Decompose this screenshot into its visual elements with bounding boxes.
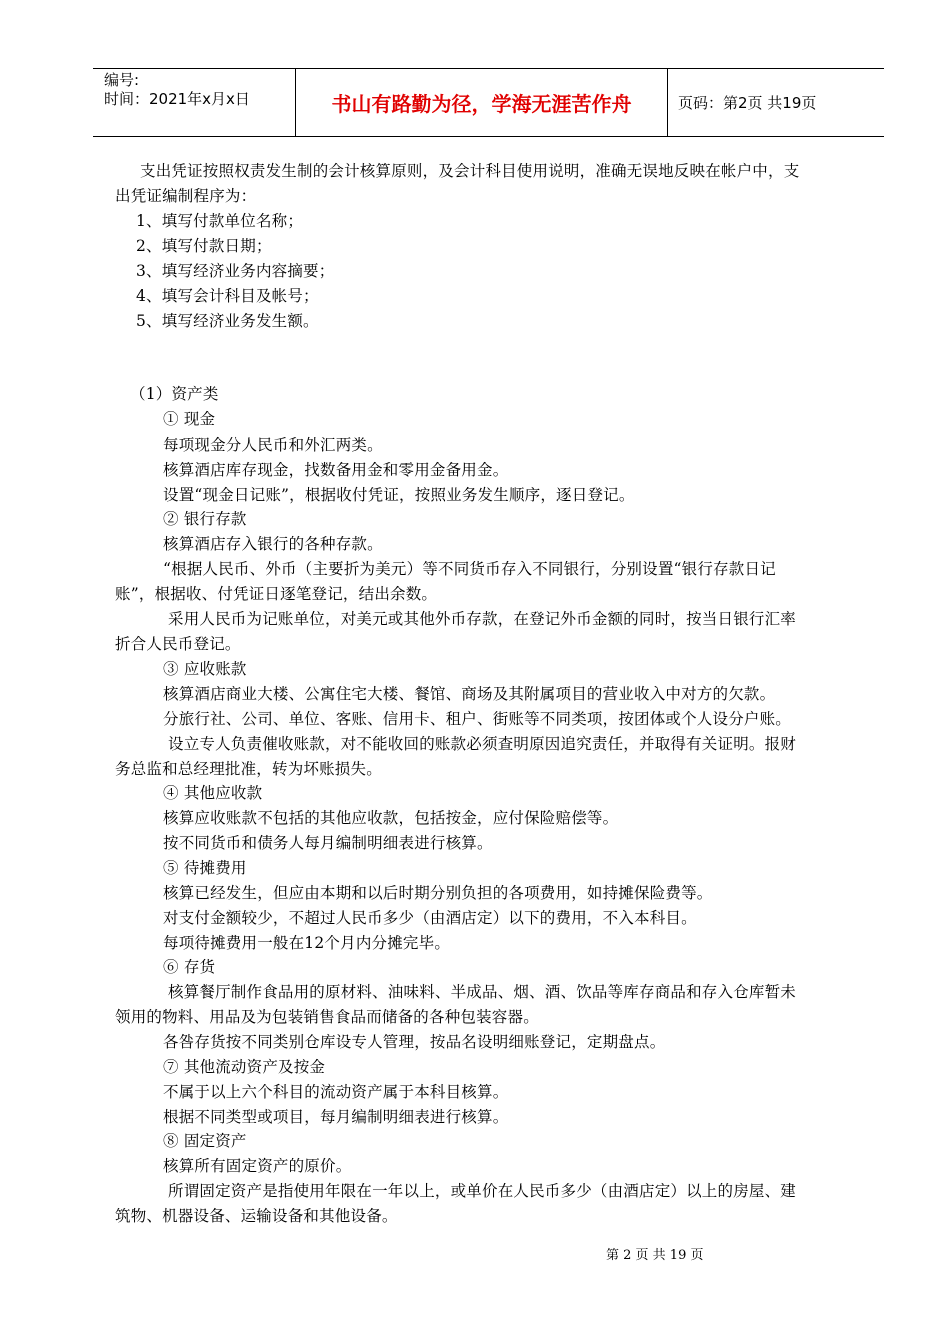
body-line: 核算酒店存入银行的各种存款。	[163, 535, 383, 553]
body-line: 筑物、机器设备、运输设备和其他设备。	[115, 1207, 398, 1225]
body-line: 每项现金分人民币和外汇两类。	[163, 436, 383, 454]
body-line: 所谓固定资产是指使用年限在一年以上，或单价在人民币多少（由酒店定）以上的房屋、建	[168, 1182, 797, 1200]
header-divider-right	[667, 68, 668, 136]
body-line: “根据人民币、外币（主要折为美元）等不同货币存入不同银行，分别设置“银行存款日记	[163, 560, 776, 578]
header-meta	[104, 71, 250, 109]
body-line: 核算应收账款不包括的其他应收款，包括按金，应付保险赔偿等。	[163, 809, 619, 827]
list-item: 3、填写经济业务内容摘要；	[136, 262, 335, 280]
body-line: 支出凭证按照权责发生制的会计核算原则，及会计科目使用说明，准确无误地反映在帐户中，支	[140, 162, 800, 180]
body-line: 分旅行社、公司、单位、客账、信用卡、租户、街账等不同类项，按团体或个人设分户账。	[163, 710, 792, 728]
body-line: 核算酒店商业大楼、公寓住宅大楼、餐馆、商场及其附属项目的营业收入中对方的欠款。	[163, 685, 776, 703]
header-bottom-rule	[93, 136, 884, 137]
subsection-heading: ② 银行存款	[163, 510, 247, 528]
body-line: 各咎存货按不同类别仓库设专人管理，按品名设明细账登记，定期盘点。	[163, 1033, 666, 1051]
subsection-heading: ⑤ 待摊费用	[163, 859, 247, 877]
list-item: 5、填写经济业务发生额。	[136, 312, 319, 330]
header-time-label: 时间：2021年x月x日	[104, 90, 250, 108]
body-line: 按不同货币和债务人每月编制明细表进行核算。	[163, 834, 493, 852]
header-top-rule	[93, 68, 884, 69]
body-line: 务总监和总经理批准，转为坏账损失。	[115, 760, 382, 778]
body-line: 每项待摊费用一般在12个月内分摊完毕。	[163, 934, 451, 952]
subsection-heading: ⑥ 存货	[163, 958, 216, 976]
section-heading: （1）资产类	[130, 385, 219, 403]
body-line: 出凭证编制程序为：	[115, 187, 257, 205]
body-line: 领用的物料、用品及为包装销售食品而储备的各种包装容器。	[115, 1008, 539, 1026]
body-line: 根据不同类型或项目，每月编制明细表进行核算。	[163, 1108, 509, 1126]
body-line: 核算酒店库存现金，找数备用金和零用金备用金。	[163, 461, 509, 479]
header-motto: 书山有路勤为径，学海无涯苦作舟	[331, 92, 632, 116]
body-line: 设立专人负责催收账款，对不能收回的账款必须查明原因追究责任，并取得有关证明。报财	[168, 735, 797, 753]
body-line: 设置“现金日记账”，根据收付凭证，按照业务发生顺序，逐日登记。	[163, 486, 635, 504]
body-line: 核算已经发生，但应由本期和以后时期分别负担的各项费用，如持摊保险费等。	[163, 884, 713, 902]
body-line: 账”，根据收、付凭证日逐笔登记，结出余数。	[115, 585, 438, 603]
list-item: 2、填写付款日期；	[136, 237, 272, 255]
body-line: 核算餐厅制作食品用的原材料、油味料、半成品、烟、酒、饮品等库存商品和存入仓库暂未	[168, 983, 797, 1001]
list-item: 4、填写会计科目及帐号；	[136, 287, 319, 305]
subsection-heading: ① 现金	[163, 410, 216, 428]
subsection-heading: ⑦ 其他流动资产及按金	[163, 1058, 326, 1076]
page-footer: 第 2 页 共 19 页	[606, 1248, 704, 1263]
body-line: 不属于以上六个科目的流动资产属于本科目核算。	[163, 1083, 509, 1101]
subsection-heading: ④ 其他应收款	[163, 784, 263, 802]
header-page-info: 页码：第2页 共19页	[678, 94, 817, 112]
header-number-label: 编号:	[104, 71, 140, 89]
subsection-heading: ③ 应收账款	[163, 660, 247, 678]
body-line: 对支付金额较少，不超过人民币多少（由酒店定）以下的费用，不入本科目。	[163, 909, 697, 927]
subsection-heading: ⑧ 固定资产	[163, 1132, 247, 1150]
body-line: 折合人民币登记。	[115, 635, 241, 653]
body-line: 采用人民币为记账单位，对美元或其他外币存款，在登记外币金额的同时，按当日银行汇率	[168, 610, 797, 628]
list-item: 1、填写付款单位名称；	[136, 212, 304, 230]
body-line: 核算所有固定资产的原价。	[163, 1157, 352, 1175]
